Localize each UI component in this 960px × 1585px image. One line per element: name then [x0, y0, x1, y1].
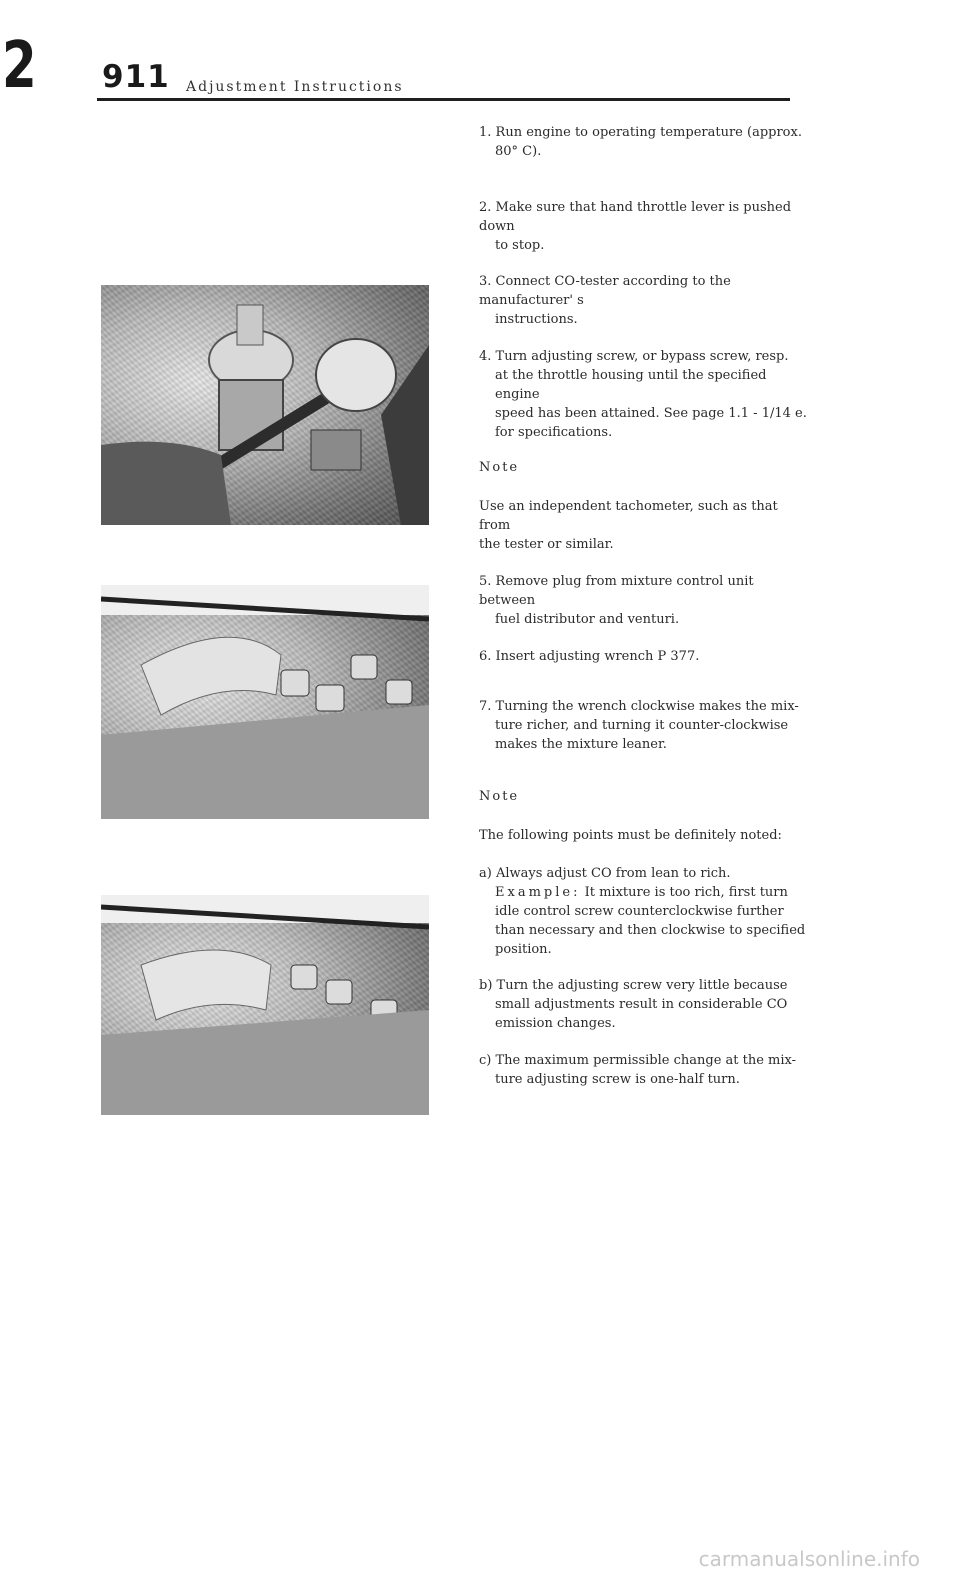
step-3: 3. Connect CO-tester according to the manufacturer' s instructions.	[479, 274, 731, 327]
header-rule	[97, 98, 790, 101]
note-item-b: b) Turn the adjusting screw very little because small adjustments result in considerable CO emission changes.	[479, 978, 788, 1031]
page-title: Adjustment Instructions	[186, 79, 404, 95]
photo-co-tester-hookup	[101, 285, 429, 525]
note-item-c: c) The maximum permissible change at the mix- ture adjusting screw is one-half turn.	[479, 1053, 797, 1087]
photo-adjusting-wrench	[101, 895, 429, 1115]
example-label: Example:	[495, 885, 581, 900]
watermark: carmanualsonline.info	[698, 1547, 920, 1571]
step-5: 5. Remove plug from mixture control unit between fuel distributor and venturi.	[479, 574, 754, 627]
model-name: 911	[102, 59, 170, 95]
photo-mixture-plug	[101, 585, 429, 819]
step-2: 2. Make sure that hand throttle lever is pushed down to stop.	[479, 200, 792, 253]
step-6: 6. Insert adjusting wrench P 377.	[479, 649, 700, 664]
note-heading: Note	[479, 789, 520, 804]
step-4: 4. Turn adjusting screw, or bypass screw, resp. at the throttle housing until the specified engine speed has been attained. See page 1.1 - 1/14 e. for specifications.	[479, 349, 807, 440]
step-7: 7. Turning the wrench clockwise makes the mix- ture richer, and turning it counter-clockwise makes the mixture leaner.	[479, 699, 799, 752]
note-text: Use an independent tachometer, such as that from the tester or similar.	[479, 499, 778, 552]
note-item-a: a) Always adjust CO from lean to rich. Example: It mixture is too rich, first turn idle control screw counterclockwise further than necessary and then clockwise to specified position.	[479, 866, 806, 957]
note-intro: The following points must be definitely noted:	[479, 828, 782, 843]
section-number: 2	[2, 29, 37, 103]
note-heading: Note	[479, 460, 520, 475]
step-1: 1. Run engine to operating temperature (approx. 80° C).	[479, 125, 802, 159]
